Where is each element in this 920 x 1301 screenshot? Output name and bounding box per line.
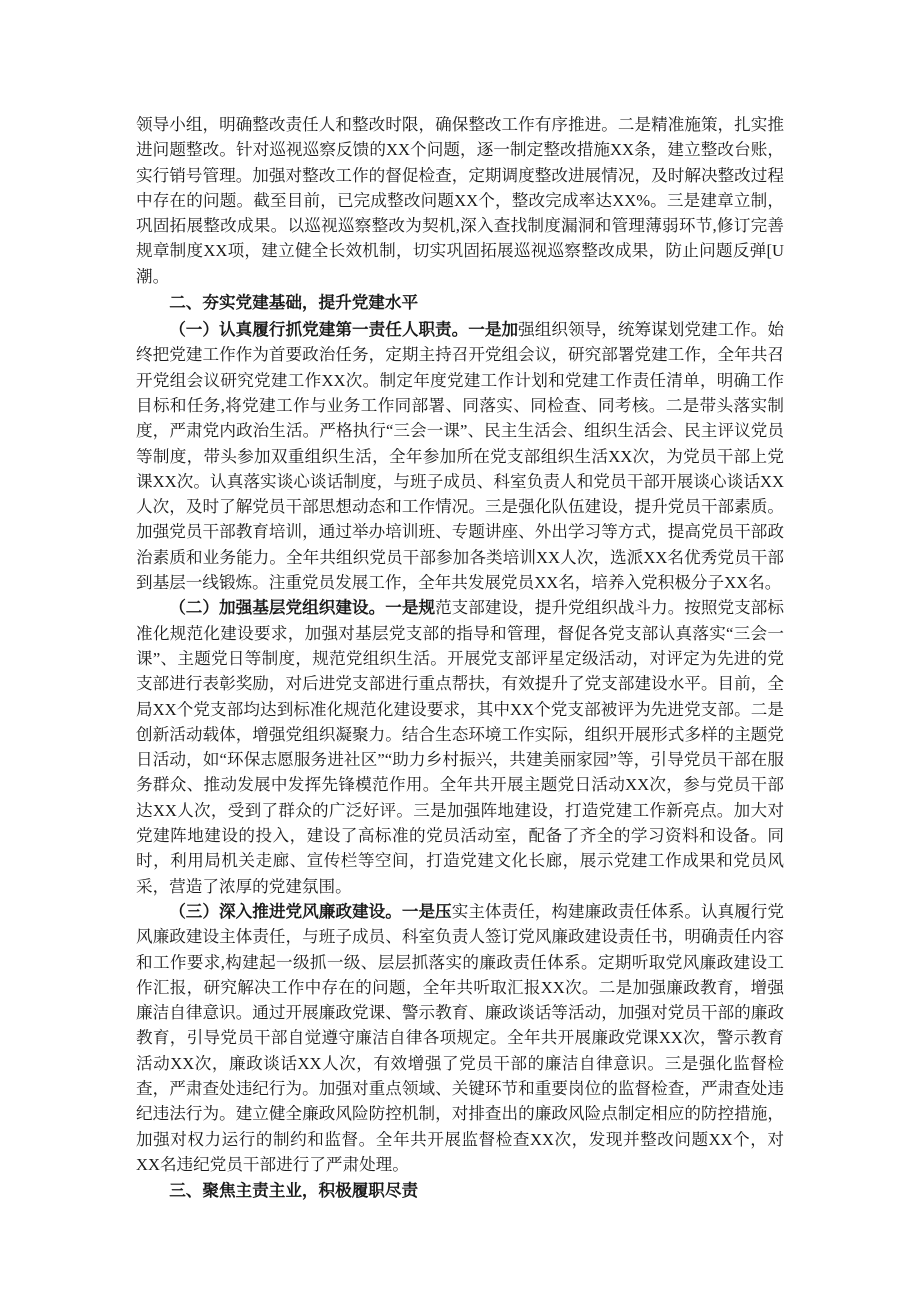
subsection-3-paragraph [136, 899, 784, 1177]
subsection-1-lead: （一）认真履行抓党建第一责任人职责。一是加 [169, 320, 519, 340]
subsection-3-text: 实主体责任，构建廉政责任体系。认真履行党风廉政建设主体责任，与班子成员、科室负责人签订党风廉政建设责任书，明确责任内容和工作要求,构建起一级抓一级、层层抓落实的廉政责任体系。定期听取党风廉政建设工作汇报，研究解决工作中存在的问题，全年共听取汇报XX次。二是加强廉政教育，增强廉洁自律意识。通过开展廉政党课、警示教育、廉政谈话等活动，加强对党员干部的廉政教育，引导党员干部自觉遵守廉洁自律各项规定。全年共开展廉政党课XX次，警示教育活动XX次，廉政谈话XX人次，有效增强了党员干部的廉洁自律意识。三是强化监督检查，严肃查处违纪行为。加强对重点领域、关键环节和重要岗位的监督检查，严肃查处违纪违法行为。建立健全廉政风险防控机制，对排查出的廉政风险点制定相应的防控措施，加强对权力运行的制约和监督。全年共开展监督检查XX次，发现并整改问题XX个，对XX名违纪党员干部进行了严肃处理。 [136, 901, 785, 1174]
subsection-3-lead: （三）深入推进党风廉政建设。一是压 [169, 901, 452, 921]
subsection-1-text: 强组织领导，统筹谋划党建工作。始终把党建工作作为首要政治任务，定期主持召开党组会议，研究部署党建工作，全年共召开党组会议研究党建工作XX次。制定年度党建工作计划和党建工作责任清单，明确工作目标和任务,将党建工作与业务工作同部署、同落实、同检查、同考核。二是带头落实制度，严肃党内政治生活。严格执行“三会一课”、民主生活会、组织生活会、民主评议党员等制度，带头参加双重组织生活，全年参加所在党支部组织生活XX次，为党员干部上党课XX次。认真落实谈心谈话制度，与班子成员、科室负责人和党员干部开展谈心谈话XX人次，及时了解党员干部思想动态和工作情况。三是强化队伍建设，提升党员干部素质。加强党员干部教育培训，通过举办培训班、专题讲座、外出学习等方式，提高党员干部政治素质和业务能力。全年共组织党员干部参加各类培训XX人次，选派XX名优秀党员干部到基层一线锻炼。注重党员发展工作，全年共发展党员XX名，培养入党积极分子XX名。 [136, 320, 785, 593]
subsection-2-paragraph [136, 595, 784, 899]
subsection-2-lead: （二）加强基层党组织建设。一是规 [169, 598, 436, 618]
subsection-2-text: 范支部建设，提升党组织战斗力。按照党支部标准化规范化建设要求，加强对基层党支部的指导和管理，督促各党支部认真落实“三会一课”、主题党日等制度，规范党组织生活。开展党支部评星定级活动，对评定为先进的党支部进行表彰奖励，对后进党支部进行重点帮扶，有效提升了党支部建设水平。目前，全局XX个党支部均达到标准化规范化建设要求，其中XX个党支部被评为先进党支部。二是创新活动载体，增强党组织凝聚力。结合生态环境工作实际，组织开展形式多样的主题党日活动，如“环保志愿服务进社区”“助力乡村振兴，共建美丽家园”等，引导党员干部在服务群众、推动发展中发挥先锋模范作用。全年共开展主题党日活动XX次，参与党员干部达XX人次，受到了群众的广泛好评。三是加强阵地建设，打造党建工作新亮点。加大对党建阵地建设的投入，建设了高标准的党员活动室，配备了齐全的学习资料和设备。同时，利用局机关走廊、宣传栏等空间，打造党建文化长廊，展示党建工作成果和党员风采，营造了浓厚的党建氛围。 [136, 598, 784, 896]
subsection-1-paragraph [136, 317, 784, 595]
document-page [136, 112, 784, 1205]
section-3-heading: 三、聚焦主责主业，积极履职尽责 [169, 1181, 419, 1201]
intro-continuation-paragraph: 领导小组，明确整改责任人和整改时限，确保整改工作有序推进。二是精准施策，扎实推进问题整改。针对巡视巡察反馈的XX个问题，逐一制定整改措施XX条，建立整改台账，实行销号管理。加强对整改工作的督促检查，定期调度整改进展情况，及时解决整改过程中存在的问题。截至目前，已完成整改问题XX个，整改完成率达XX%。三是建章立制，巩固拓展整改成果。以巡视巡察整改为契机,深入查找制度漏洞和管理薄弱环节,修订完善规章制度XX项，建立健全长效机制，切实巩固拓展巡视巡察整改成果，防止问题反弹[U潮。 [136, 115, 784, 286]
section-2-heading: 二、夯实党建基础，提升党建水平 [169, 293, 419, 313]
